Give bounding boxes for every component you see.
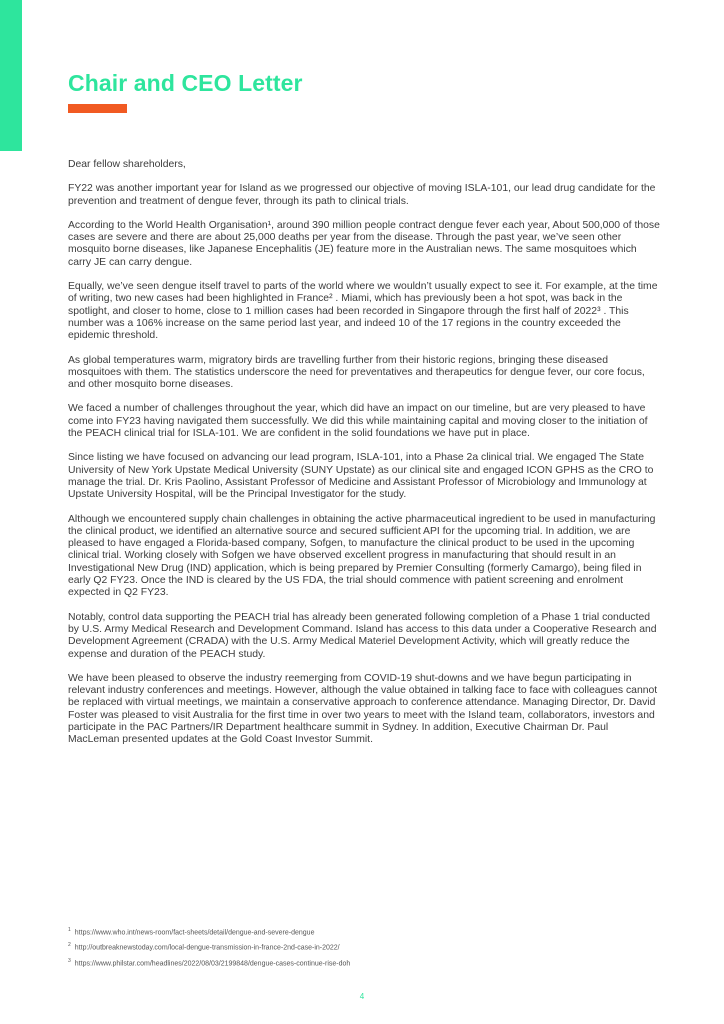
footnote-link[interactable]: http://outbreaknewstoday.com/local-dengue-transmission-in-france-2nd-case-in-2022/ <box>74 944 340 952</box>
footnote-number: 3 <box>68 957 71 964</box>
page-title: Chair and CEO Letter <box>68 70 303 96</box>
footnote-number: 2 <box>68 942 71 949</box>
greeting: Dear fellow shareholders, <box>68 159 186 170</box>
paragraph-4: As global temperatures warm, migratory birds are travelling further from their historic regions, bringing these diseased mosquitoes with them. The statistics underscore the need for preventatives and therapeutics for dengue fever, our core focus, and other mosquito borne diseases. <box>68 354 645 391</box>
footnote-number: 1 <box>68 927 71 933</box>
green-side-bar <box>0 0 22 151</box>
paragraph-5: We faced a number of challenges throughout the year, which did have an impact on our timeline, but are very pleased to have come into FY23 having navigated them successfully. We did this while maintaining capital and moving closer to the initiation of the PEACH clinical trial for ISLA-101. We are confident in the solid foundations we have put in place. <box>68 403 648 440</box>
paragraph-8: Notably, control data supporting the PEACH trial has already been generated following completion of a Phase 1 trial conducted by U.S. Army Medical Research and Development Command. Island has access to this data under a Cooperative Research and Development Agreement (CRADA) with the U.S. Army Medical Materiel Development Activity, which will greatly reduce the expense and duration of the PEACH study. <box>68 611 657 660</box>
footnote-2 <box>68 939 668 954</box>
paragraph-9: We have been pleased to observe the industry reemerging from COVID-19 shut-downs and we have begun participating in relevant industry conferences and meetings. However, although the value obtained in talking face to face with colleagues cannot be replaced with virtual meetings, we maintain a conservative approach to conference attendance. Managing Director, Dr. David Foster was pleased to visit Australia for the first time in over two years to meet with the Island team, collaborators, investors and participate in the PAC Partners/IR Department healthcare summit in Sydney. In addition, Executive Chairman Dr. Paul MacLeman presented updates at the Gold Coast Investor Summit. <box>68 672 658 746</box>
paragraph-6: Since listing we have focused on advancing our lead program, ISLA-101, into a Phase 2a clinical trial. We engaged The State University of New York Upstate Medical University (SUNY Upstate) as our clinical site and engaged ICON GPHS as the CRO to manage the trial. Dr. Kris Paolino, Assistant Professor of Medicine and Assistant Professor of Microbiology and Immunology at Upstate University Hospital, will be the Principal Investigator for the study. <box>68 452 654 501</box>
footnote-link[interactable]: https://www.who.int/news-room/fact-sheets/detail/dengue-and-severe-dengue <box>74 929 315 937</box>
paragraph-1: FY22 was another important year for Island as we progressed our objective of moving ISLA-101, our lead drug candidate for the prevention and treatment of dengue fever, through its path to clinical trials. <box>68 183 656 207</box>
page-number: 4 <box>359 992 365 1001</box>
footnote-1 <box>68 924 668 939</box>
footnotes <box>68 924 668 970</box>
paragraph-3: Equally, we’ve seen dengue itself travel to parts of the world where we wouldn’t usually expect to see it. For example, at the time of writing, two new cases had been highlighted in France² . Miami, which has previously been a hot spot, was back in the spotlight, and closer to home, close to 1 million cases had been recorded in Singapore through the first half of 2022³ . This number was a 106% increase on the same period last year, and indeed 10 of the 17 regions in the country exceeded the epidemic threshold. <box>68 281 658 342</box>
letter-body <box>68 159 660 759</box>
title-underline-bar <box>68 104 127 113</box>
footnote-link[interactable]: https://www.philstar.com/headlines/2022/08/03/2199848/dengue-cases-continue-rise-doh <box>74 959 351 967</box>
paragraph-2: According to the World Health Organisation¹, around 390 million people contract dengue fever each year, About 500,000 of those cases are severe and there are about 25,000 deaths per year from the disease. Through the past year, we’ve seen other mosquito borne diseases, like Japanese Encephalitis (JE) feature more in the Australian news. The same mosquitoes which carry JE can carry dengue. <box>68 219 660 268</box>
paragraph-7: Although we encountered supply chain challenges in obtaining the active pharmaceutical ingredient to be used in manufacturing the clinical product, we identified an alternative source and secured sufficient API for the upcoming trial. In addition, we are pleased to have engaged a Florida-based company, Sofgen, to manufacture the clinical product to be used in the upcoming clinical trial. Working closely with Sofgen we have observed excellent progress in manufacturing that should result in an Investigational New Drug (IND) application, which is being prepared by Premier Consulting (formerly Camargo), being filed in early Q2 FY23. Once the IND is cleared by the US FDA, the trial should commence with patient screening and enrolment expected in Q2 FY23. <box>68 513 656 599</box>
footnote-3 <box>68 955 668 970</box>
